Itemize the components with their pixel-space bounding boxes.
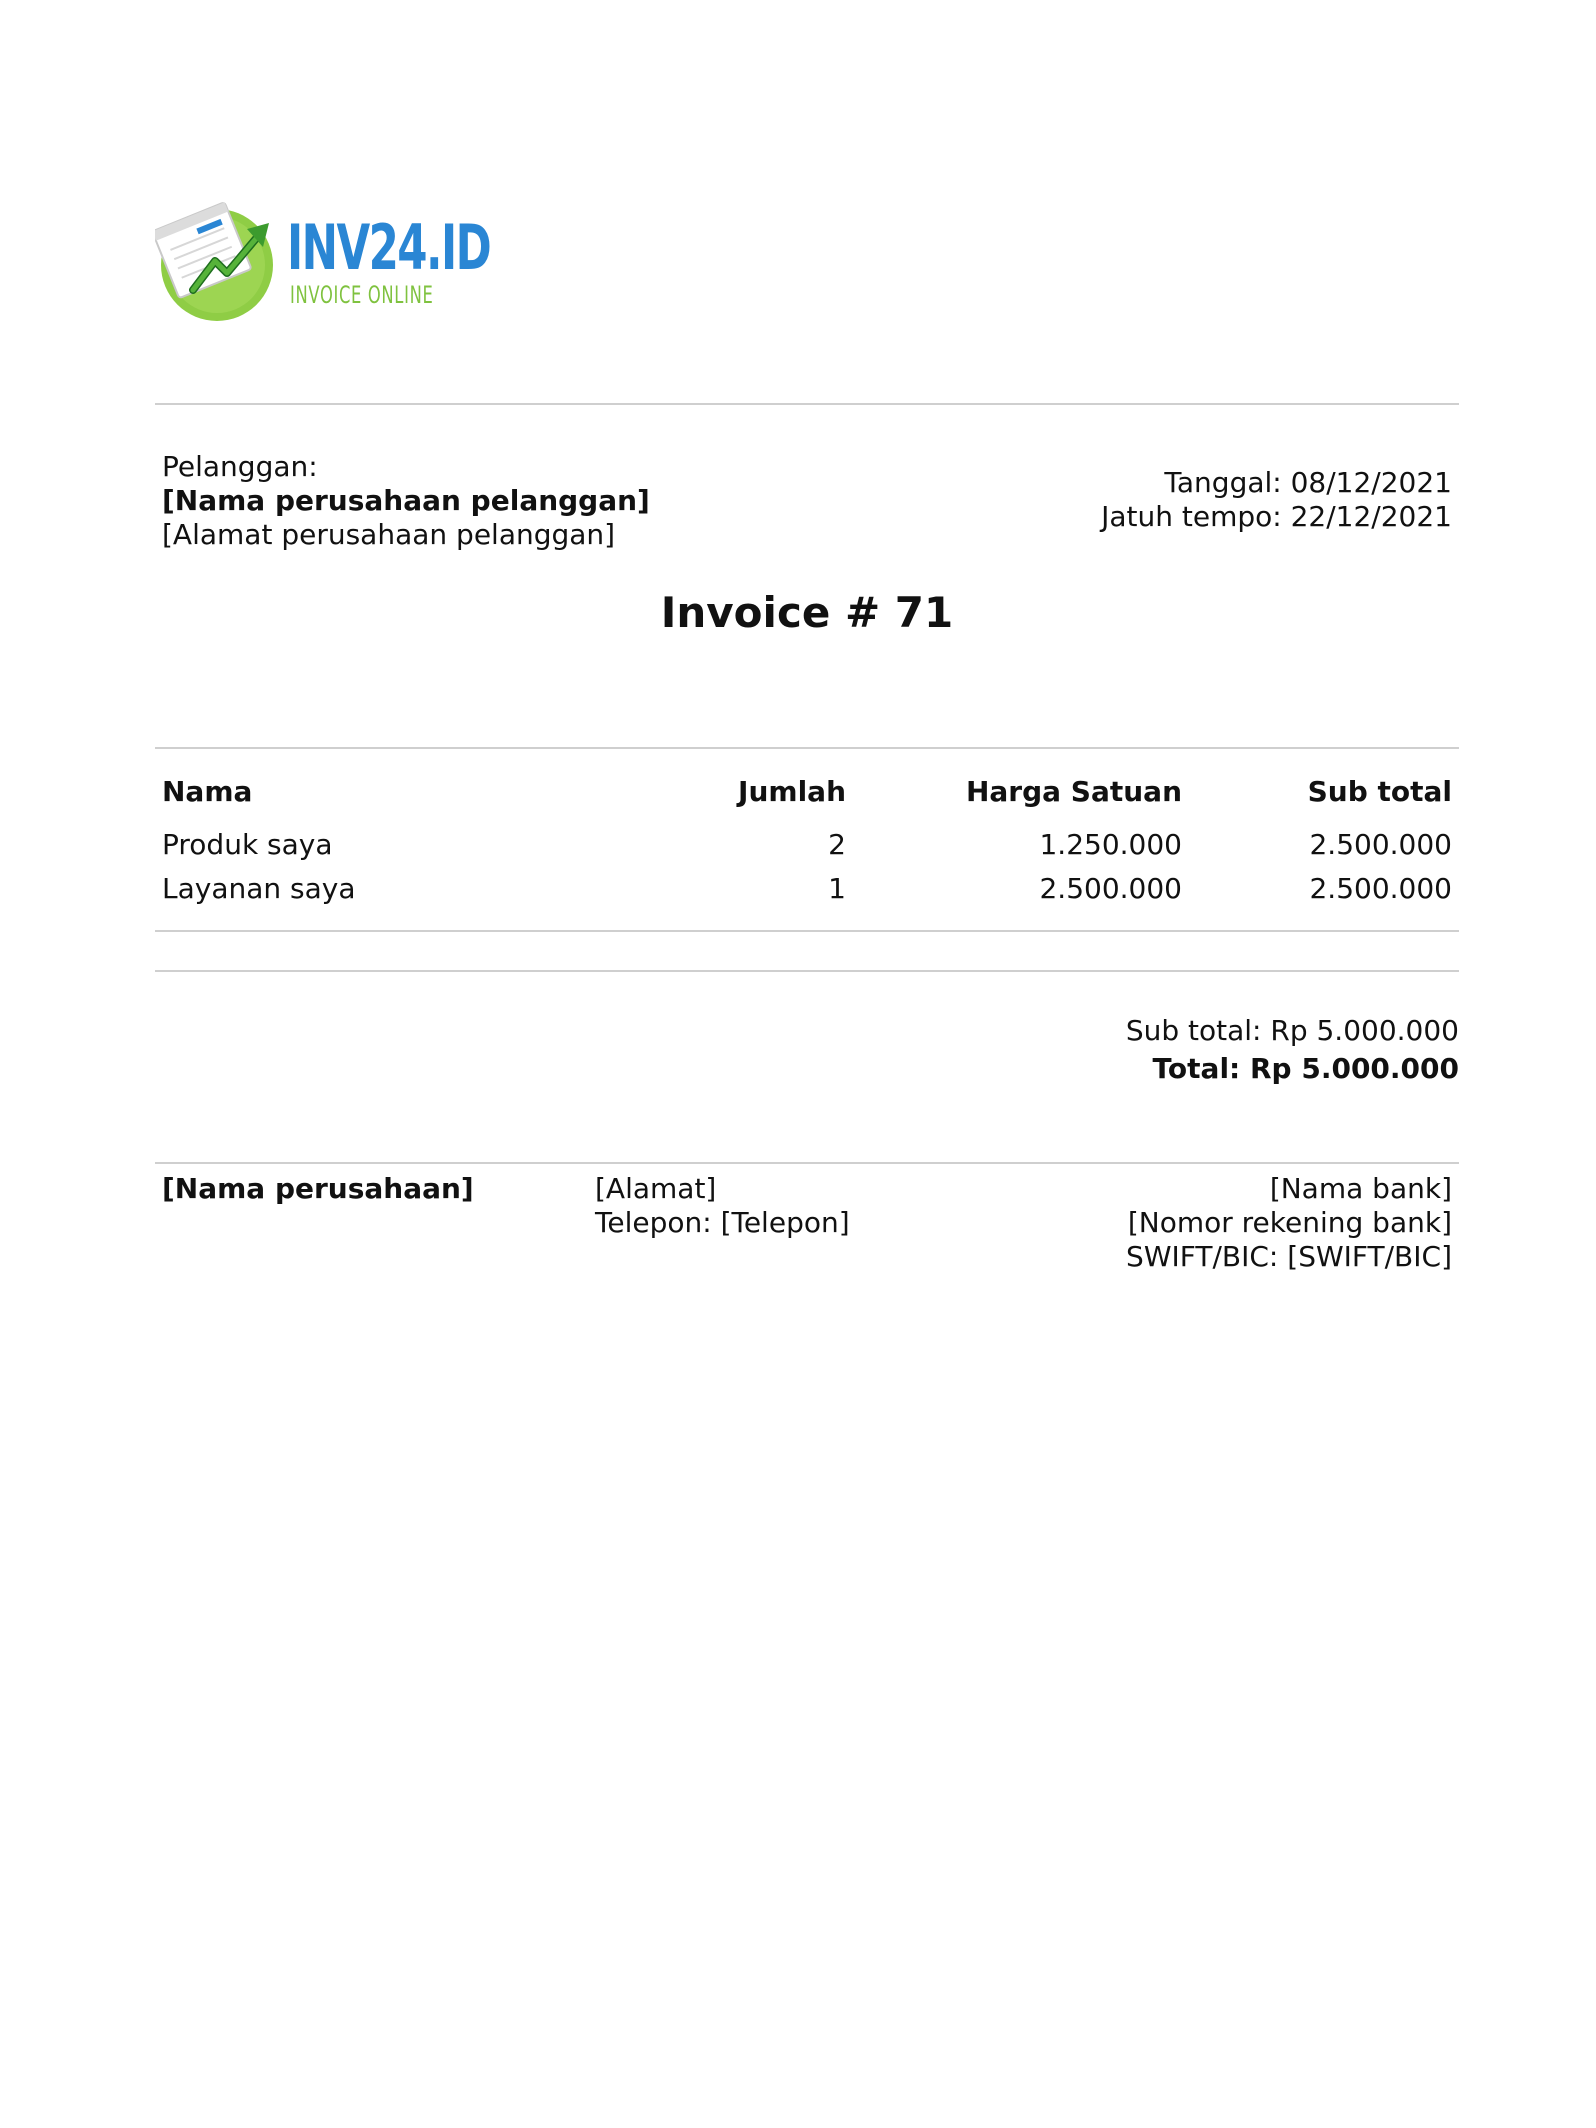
table-row bbox=[0, 872, 1596, 906]
customer-label: Pelanggan: bbox=[162, 450, 318, 483]
footer-swift: SWIFT/BIC: [SWIFT/BIC] bbox=[1126, 1240, 1452, 1273]
col-header-name: Nama bbox=[162, 775, 253, 808]
invoice-title: Invoice # 71 bbox=[660, 588, 954, 637]
totals-divider bbox=[155, 970, 1459, 972]
subtotal-amount: Sub total: Rp 5.000.000 bbox=[1125, 1014, 1459, 1047]
table-bottom-divider bbox=[155, 930, 1459, 932]
cell-qty: 1 bbox=[828, 872, 846, 905]
footer-bank-block bbox=[1126, 1172, 1452, 1274]
table-row bbox=[0, 828, 1596, 862]
brand-name: INV24.ID bbox=[287, 211, 491, 284]
col-header-subtotal: Sub total bbox=[1307, 775, 1452, 808]
total-amount: Total: Rp 5.000.000 bbox=[1152, 1052, 1459, 1085]
footer-bank-name: [Nama bank] bbox=[1269, 1172, 1452, 1205]
totals-block bbox=[1126, 1014, 1459, 1086]
cell-subtotal: 2.500.000 bbox=[1309, 828, 1452, 861]
customer-company: [Nama perusahaan pelanggan] bbox=[162, 484, 650, 517]
customer-address: [Alamat perusahaan pelanggan] bbox=[162, 518, 616, 551]
brand-logo bbox=[155, 195, 495, 325]
due-date: Jatuh tempo: 22/12/2021 bbox=[1101, 500, 1452, 533]
cell-price: 2.500.000 bbox=[1039, 872, 1182, 905]
date-block bbox=[1101, 466, 1452, 534]
footer-address-block bbox=[595, 1172, 850, 1240]
col-header-price: Harga Satuan bbox=[965, 775, 1182, 808]
footer-phone: Telepon: [Telepon] bbox=[595, 1206, 850, 1239]
cell-qty: 2 bbox=[828, 828, 846, 861]
footer-company-block bbox=[162, 1172, 474, 1206]
cell-name: Layanan saya bbox=[162, 872, 356, 905]
footer-company: [Nama perusahaan] bbox=[162, 1172, 474, 1205]
footer-divider bbox=[155, 1162, 1459, 1164]
customer-block bbox=[162, 450, 650, 552]
brand-tagline: INVOICE ONLINE bbox=[290, 281, 434, 309]
table-top-divider bbox=[155, 747, 1459, 749]
cell-name: Produk saya bbox=[162, 828, 333, 861]
col-header-qty: Jumlah bbox=[738, 775, 846, 808]
footer-address: [Alamat] bbox=[595, 1172, 717, 1205]
footer-bank-account: [Nomor rekening bank] bbox=[1127, 1206, 1452, 1239]
cell-subtotal: 2.500.000 bbox=[1309, 872, 1452, 905]
cell-price: 1.250.000 bbox=[1039, 828, 1182, 861]
header-divider bbox=[155, 403, 1459, 405]
invoice-chart-icon bbox=[155, 195, 285, 325]
invoice-date: Tanggal: 08/12/2021 bbox=[1164, 466, 1452, 499]
